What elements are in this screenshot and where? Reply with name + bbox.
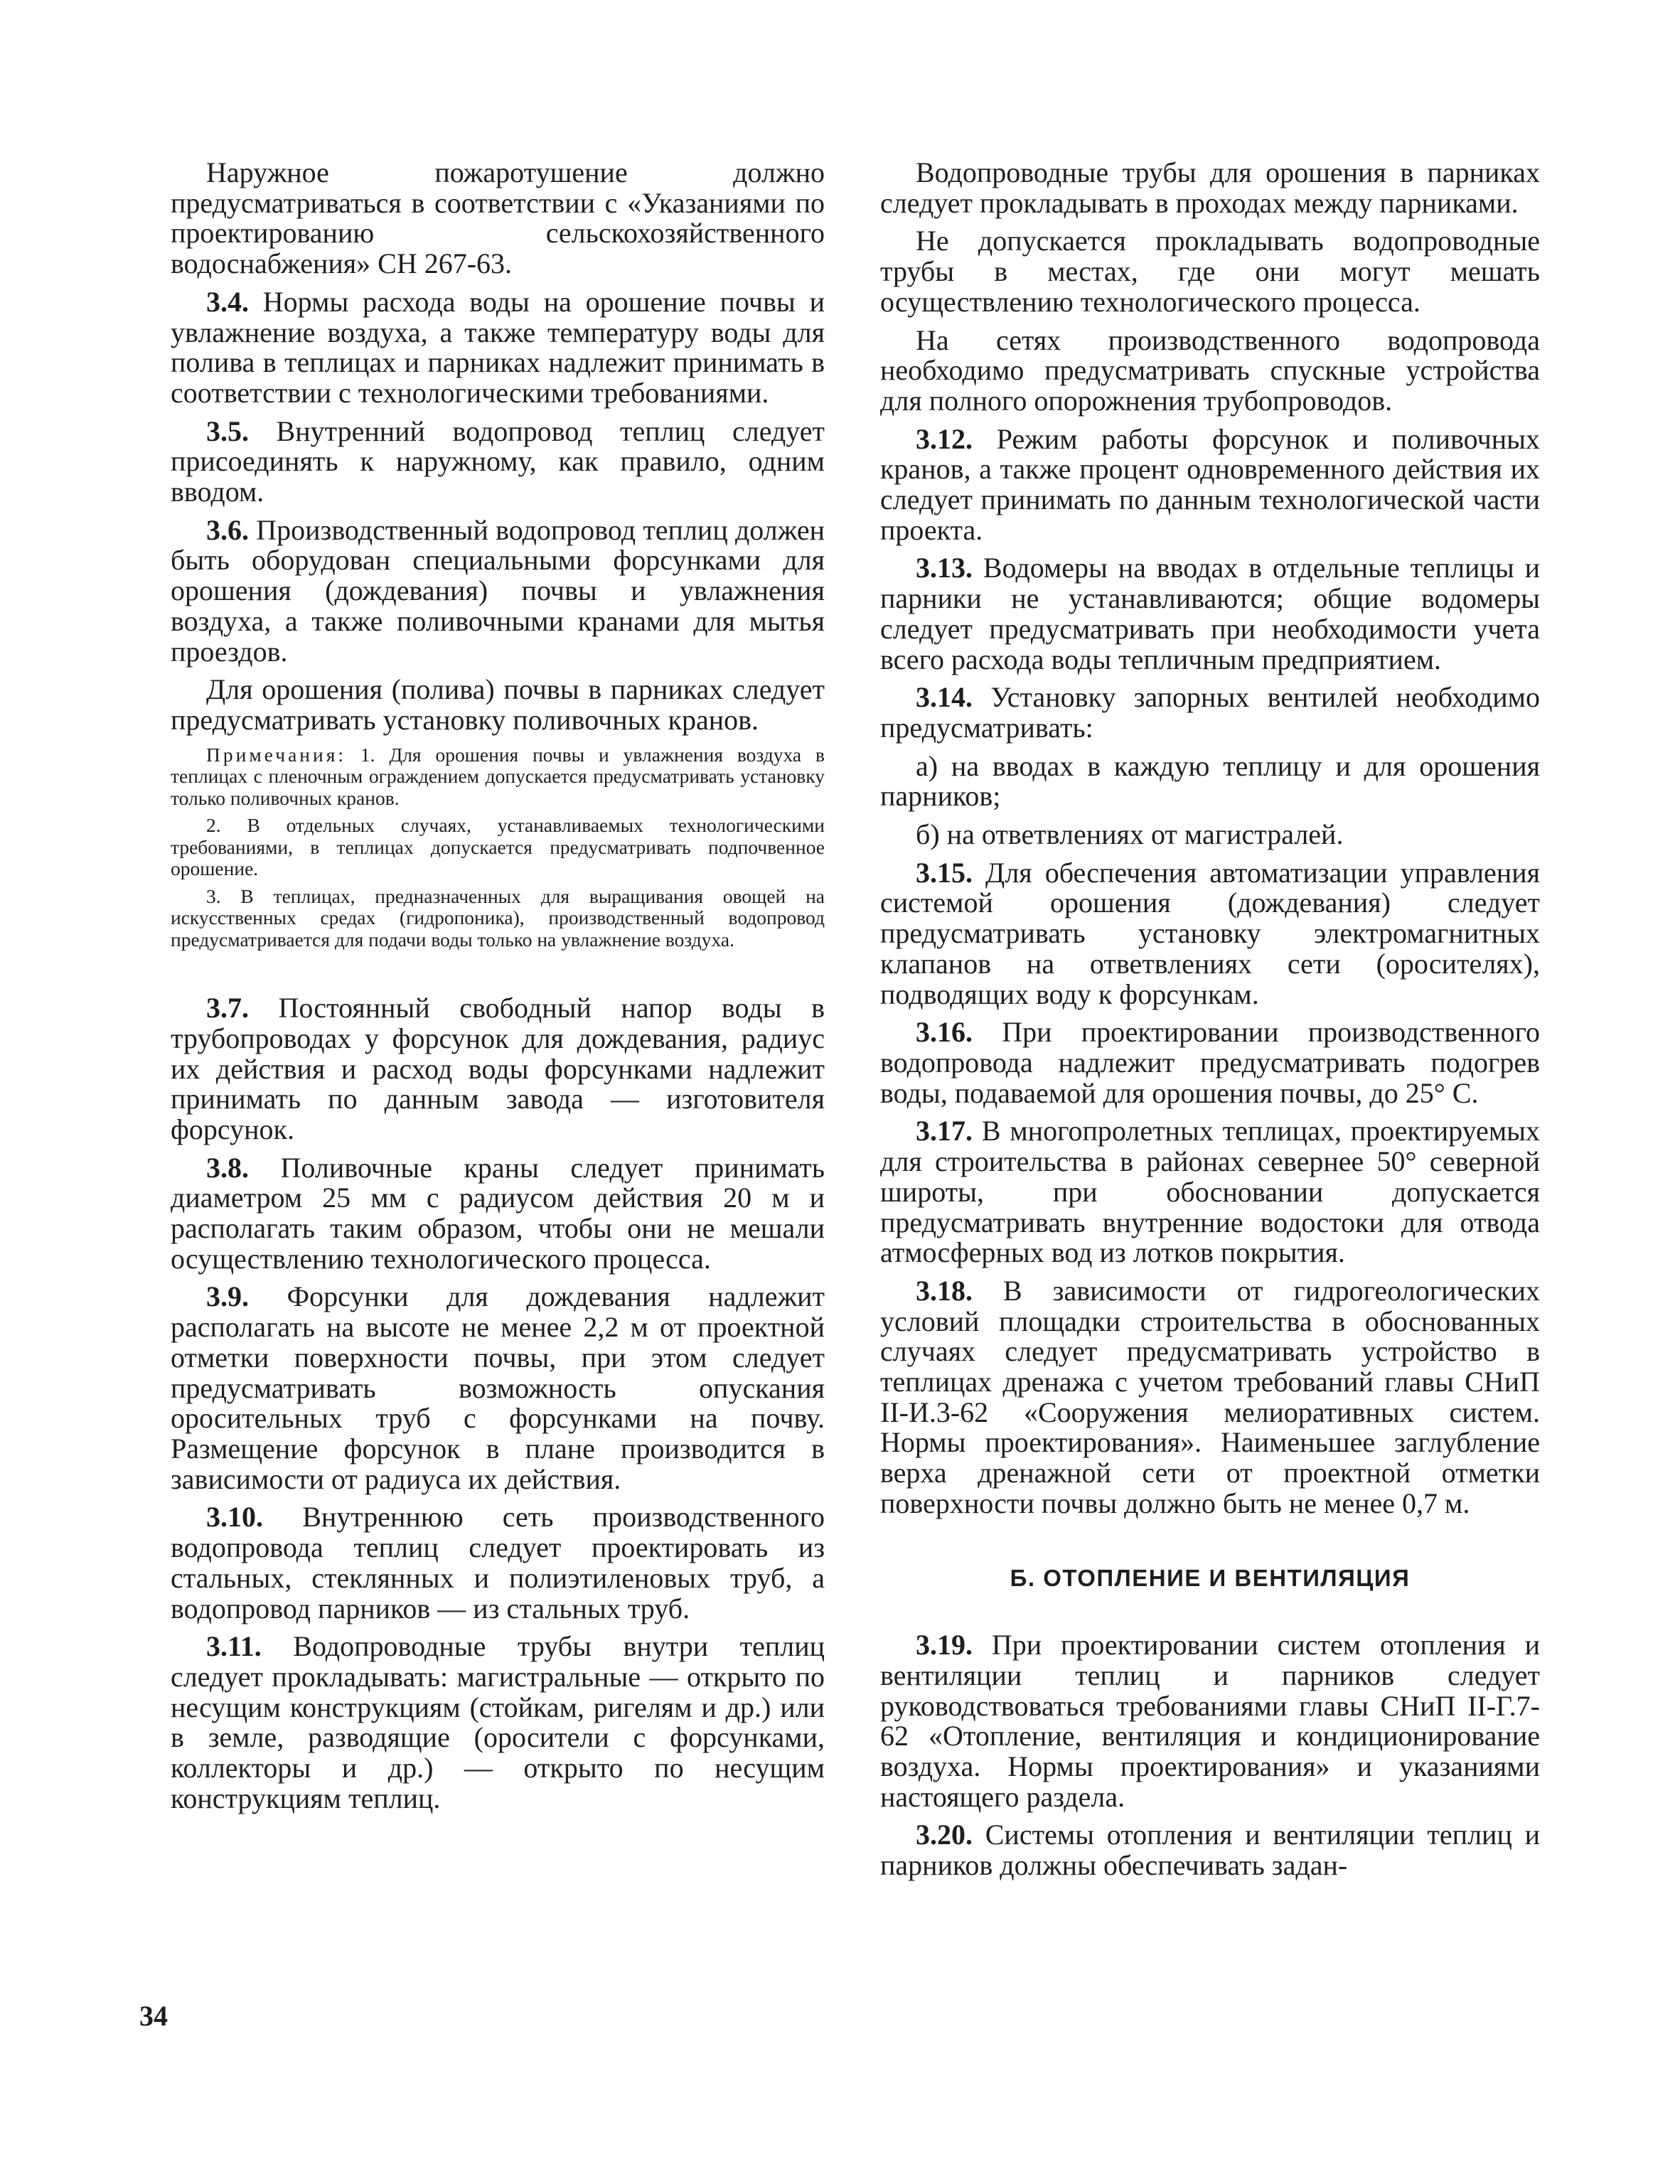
- clause-number: 3.8.: [206, 1151, 249, 1184]
- clause-3-10: [171, 1502, 825, 1624]
- clause-text: Форсунки для дождевания надлежит располагать на высоте не менее 2,2 м от проектной отметки поверхности почвы, при этом следует предусматривать возможность опускания оросительных труб с форсунками на почву. Размещение форсунок в плане производится в зависимости от радиуса их действия.: [171, 1280, 825, 1495]
- clause-text: Внутренний водопровод теплиц следует присоединять к наружному, как правило, одним вводом.: [171, 414, 825, 508]
- clause-number: 3.15.: [916, 856, 973, 889]
- clause-text: В многопролетных теплицах, проектируемых для строительства в районах севернее 50° северной широты, при обосновании допускается предусматривать внутренние водостоки для отвода атмосферных вод из лотков покрытия.: [880, 1115, 1540, 1269]
- clause-3-18: [880, 1276, 1540, 1519]
- notes-title: Примечания:: [206, 743, 347, 766]
- clause-3-19: [880, 1630, 1540, 1812]
- right-column: [880, 158, 1540, 1889]
- paragraph-pipes-hotbeds: Водопроводные трубы для орошения в парниках следует прокладывать в проходах между парниками.: [880, 156, 1540, 219]
- clause-number: 3.16.: [916, 1016, 973, 1049]
- clause-number: 3.6.: [206, 513, 249, 546]
- clause-number: 3.7.: [206, 992, 249, 1024]
- page-number: 34: [139, 2000, 168, 2032]
- clause-text: Установку запорных вентилей необходимо предусматривать:: [880, 681, 1540, 744]
- clause-number: 3.14.: [916, 681, 973, 714]
- clause-number: 3.19.: [916, 1629, 973, 1661]
- clause-number: 3.20.: [916, 1819, 973, 1851]
- clause-number: 3.10.: [206, 1501, 263, 1533]
- clause-3-9: [171, 1282, 825, 1494]
- clause-3-15: [880, 858, 1540, 1010]
- clause-3-5: [171, 414, 825, 508]
- clause-3-13: [880, 553, 1540, 675]
- clause-text: Постоянный свободный напор воды в трубопроводах у форсунок для дождевания, радиус их действия и расход воды форсунками надлежит принимать по данным завода — изготовителя форсунок.: [171, 992, 825, 1145]
- clause-number: 3.13.: [916, 552, 973, 584]
- clause-3-7: [171, 993, 825, 1145]
- note-2: 2. В отдельных случаях, устанавливаемых технологическими требованиями, в теплицах допускается предусматривать подпочвенное орошение.: [171, 814, 825, 880]
- clause-3-4: [171, 287, 825, 409]
- clause-text: Поливочные краны следует принимать диаметром 25 мм с радиусом действия 20 м и располагать таким образом, чтобы они не мешали осуществлению технологического процесса.: [171, 1151, 825, 1275]
- clause-text: При проектировании производственного водопровода надлежит предусматривать подогрев воды, подаваемой для орошения почвы, до 25° С.: [880, 1016, 1541, 1109]
- clause-text: Нормы расхода воды на орошение почвы и увлажнение воздуха, а также температуру воды для полива в теплицах и парниках надлежит принимать в соответствии с технологическими требованиями.: [171, 285, 825, 409]
- clause-3-20: [880, 1820, 1540, 1880]
- clause-3-8: [171, 1153, 825, 1275]
- clause-text: Водопроводные трубы внутри теплиц следует прокладывать: магистральные — открыто по несущим конструкциям (стойкам, ригелям и др.) или в земле, разводящие (оросители с форсунками, коллекторы и др.) — открыто по несущим конструкциям теплиц.: [171, 1630, 825, 1814]
- clause-text: В зависимости от гидрогеологических условий площадки строительства в обоснованных случаях следует предусматривать устройство в теплицах дренажа с учетом требований главы СНиП II-И.3-62 «Сооружения мелиоративных систем. Нормы проектирования». Наименьшее заглубление верха дренажной сети от проектной отметки поверхности почвы должно быть не менее 0,7 м.: [880, 1274, 1541, 1519]
- clause-3-16: [880, 1017, 1540, 1108]
- clause-text: Системы отопления и вентиляции теплиц и парников должны обеспечивать задан-: [880, 1819, 1540, 1882]
- section-heading: Б. ОТОПЛЕНИЕ И ВЕНТИЛЯЦИЯ: [1010, 1564, 1411, 1591]
- paragraph-drain-devices: На сетях производственного водопровода необходимо предусматривать спускные устройства для полного опорожнения трубопроводов.: [880, 323, 1540, 417]
- clause-number: 3.12.: [916, 422, 973, 455]
- clause-number: 3.5.: [206, 414, 249, 447]
- clause-number: 3.11.: [206, 1630, 262, 1663]
- clause-3-11: [171, 1632, 825, 1814]
- clause-text: При проектировании систем отопления и вентиляции теплиц и парников следует руководствоваться требованиями главы СНиП II-Г.7-62 «Отопление, вентиляция и кондиционирование воздуха. Нормы проектирования» и указаниями настоящего раздела.: [880, 1629, 1540, 1813]
- note-3: 3. В теплицах, предназначенных для выращивания овощей на искусственных средах (гидропоника), производственный водопровод предусматривается для подачи воды только на увлажнение воздуха.: [171, 884, 825, 951]
- notes-block: [171, 744, 825, 951]
- clause-3-14: [880, 682, 1540, 743]
- paragraph-pipes-restriction: Не допускается прокладывать водопроводные трубы в местах, где они могут мешать осуществлению технологического процесса.: [880, 225, 1540, 318]
- clause-3-12: [880, 424, 1540, 546]
- clause-text: Внутреннюю сеть производственного водопровода теплиц следует проектировать из стальных, стеклянных и полиэтиленовых труб, а водопровод парников — из стальных труб.: [171, 1501, 825, 1624]
- clause-number: 3.4.: [206, 285, 249, 318]
- note-text: 1. Для орошения почвы и увлажнения воздуха в теплицах с пленочным ограждением допускается предусматривать установку только поливочных кранов.: [171, 743, 825, 809]
- left-column: [171, 158, 825, 1821]
- note-1: [171, 744, 825, 810]
- list-item-b: б) на ответвлениях от магистралей.: [916, 818, 1344, 851]
- clause-3-6: [171, 515, 825, 668]
- clause-number: 3.17.: [916, 1115, 973, 1147]
- clause-number: 3.9.: [206, 1280, 249, 1313]
- clause-text: Водомеры на вводах в отдельные теплицы и парники не устанавливаются; общие водомеры следует предусматривать при необходимости учета всего расхода воды тепличным предприятием.: [880, 552, 1540, 675]
- paragraph-irrigation: Для орошения (полива) почвы в парниках следует предусматривать установку поливочных кранов.: [171, 673, 825, 736]
- clause-text: Производственный водопровод теплиц должен быть оборудован специальными форсунками для орошения (дождевания) почвы и увлажнения воздуха, а также поливочными кранами для мытья проездов.: [171, 513, 825, 668]
- clause-text: Для обеспечения автоматизации управления системой орошения (дождевания) следует предусматривать установку электромагнитных клапанов на ответвлениях сети (оросителях), подводящих воду к форсункам.: [880, 856, 1541, 1010]
- clause-number: 3.18.: [916, 1274, 973, 1307]
- clause-3-17: [880, 1116, 1540, 1268]
- paragraph-fire: Наружное пожаротушение должно предусматриваться в соответствии с «Указаниями по проектированию сельскохозяйственного водоснабжения» СН 267-63.: [171, 156, 825, 280]
- clause-text: Режим работы форсунок и поливочных кранов, а также процент одновременного действия их следует принимать по данным технологической части проекта.: [880, 422, 1541, 546]
- list-item-a: а) на вводах в каждую теплицу и для орошения парников;: [880, 749, 1540, 813]
